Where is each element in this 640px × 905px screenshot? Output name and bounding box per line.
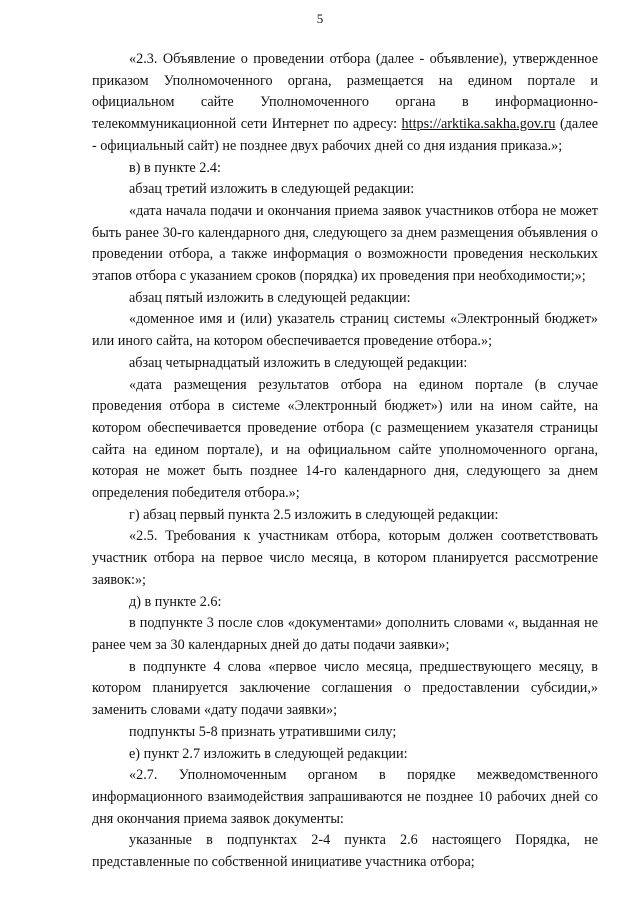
- paragraph-2-3: [92, 49, 598, 158]
- paragraph-instruction: подпункты 5-8 признать утратившими силу;: [129, 723, 397, 740]
- paragraph-instruction: абзац пятый изложить в следующей редакции:: [129, 289, 411, 306]
- page-number: 5: [316, 11, 324, 26]
- paragraph-instruction: в подпункте 4 слова «первое число месяца, предшествующего месяцу, в котором планируется заключение соглашения о предоставлении субсидии,» заменить словами «дату подачи заявки»;: [92, 658, 598, 719]
- paragraph-instruction: абзац четырнадцатый изложить в следующей редакции:: [129, 354, 468, 371]
- paragraph-quote: «доменное имя и (или) указатель страниц системы «Электронный бюджет» или иного сайта, на котором обеспечивается проведение отбора.»;: [92, 311, 598, 350]
- paragraph-text: (далее - официальный сайт) не позднее двух рабочих дней со дня издания приказа.»;: [92, 116, 598, 154]
- website-link[interactable]: https://arktika.sakha.gov.ru: [401, 116, 556, 133]
- paragraph-quote: «дата размещения результатов отбора на едином портале (в случае проведения отбора в системе «Электронный бюджет») или на ином сайте, на котором обеспечивается проведение отбора (с размещением указателя страницы сайта на едином портале), и на официальном сайте уполномоченного органа, которая не может быть позднее 14-го календарного дня, следующего за днем определения победителя отбора.»;: [92, 376, 598, 502]
- paragraph-item-g: г) абзац первый пункта 2.5 изложить в следующей редакции:: [129, 506, 499, 523]
- paragraph-instruction: абзац третий изложить в следующей редакции:: [129, 181, 415, 198]
- paragraph-quote: «2.5. Требования к участникам отбора, которым должен соответствовать участник отбора на первое число месяца, в котором планируется рассмотрение заявок:»;: [92, 528, 598, 588]
- paragraph-quote: «дата начала подачи и окончания приема заявок участников отбора не может быть ранее 30-го календарного дня, следующего за днем размещения объявления о проведении отбора, а также информация о возможности проведения нескольких этапов отбора с указанием сроков (порядка) их проведения при необходимости;»;: [92, 202, 598, 285]
- paragraph-quote: «2.7. Уполномоченным органом в порядке межведомственного информационного взаимодействия запрашиваются не позднее 10 рабочих дней со дня окончания приема заявок документы:: [92, 767, 598, 827]
- document-body: [92, 49, 598, 874]
- paragraph-text: «2.3. Объявление о проведении отбора (далее - объявление), утвержденное приказом Уполномоченного органа, размещается на едином портале и официальном сайте Уполномоченного органа в информационно-телекоммуникационной сети Интернет по адресу:: [92, 51, 598, 133]
- paragraph-instruction: указанные в подпунктах 2-4 пункта 2.6 настоящего Порядка, не представленные по собственной инициативе участника отбора;: [92, 832, 598, 871]
- paragraph-item-e: е) пункт 2.7 изложить в следующей редакции:: [129, 745, 408, 762]
- paragraph-item-v: в) в пункте 2.4:: [129, 159, 221, 176]
- paragraph-instruction: в подпункте 3 после слов «документами» дополнить словами «, выданная не ранее чем за 30 календарных дней до даты подачи заявки»;: [92, 615, 598, 653]
- paragraph-item-d: д) в пункте 2.6:: [129, 593, 222, 610]
